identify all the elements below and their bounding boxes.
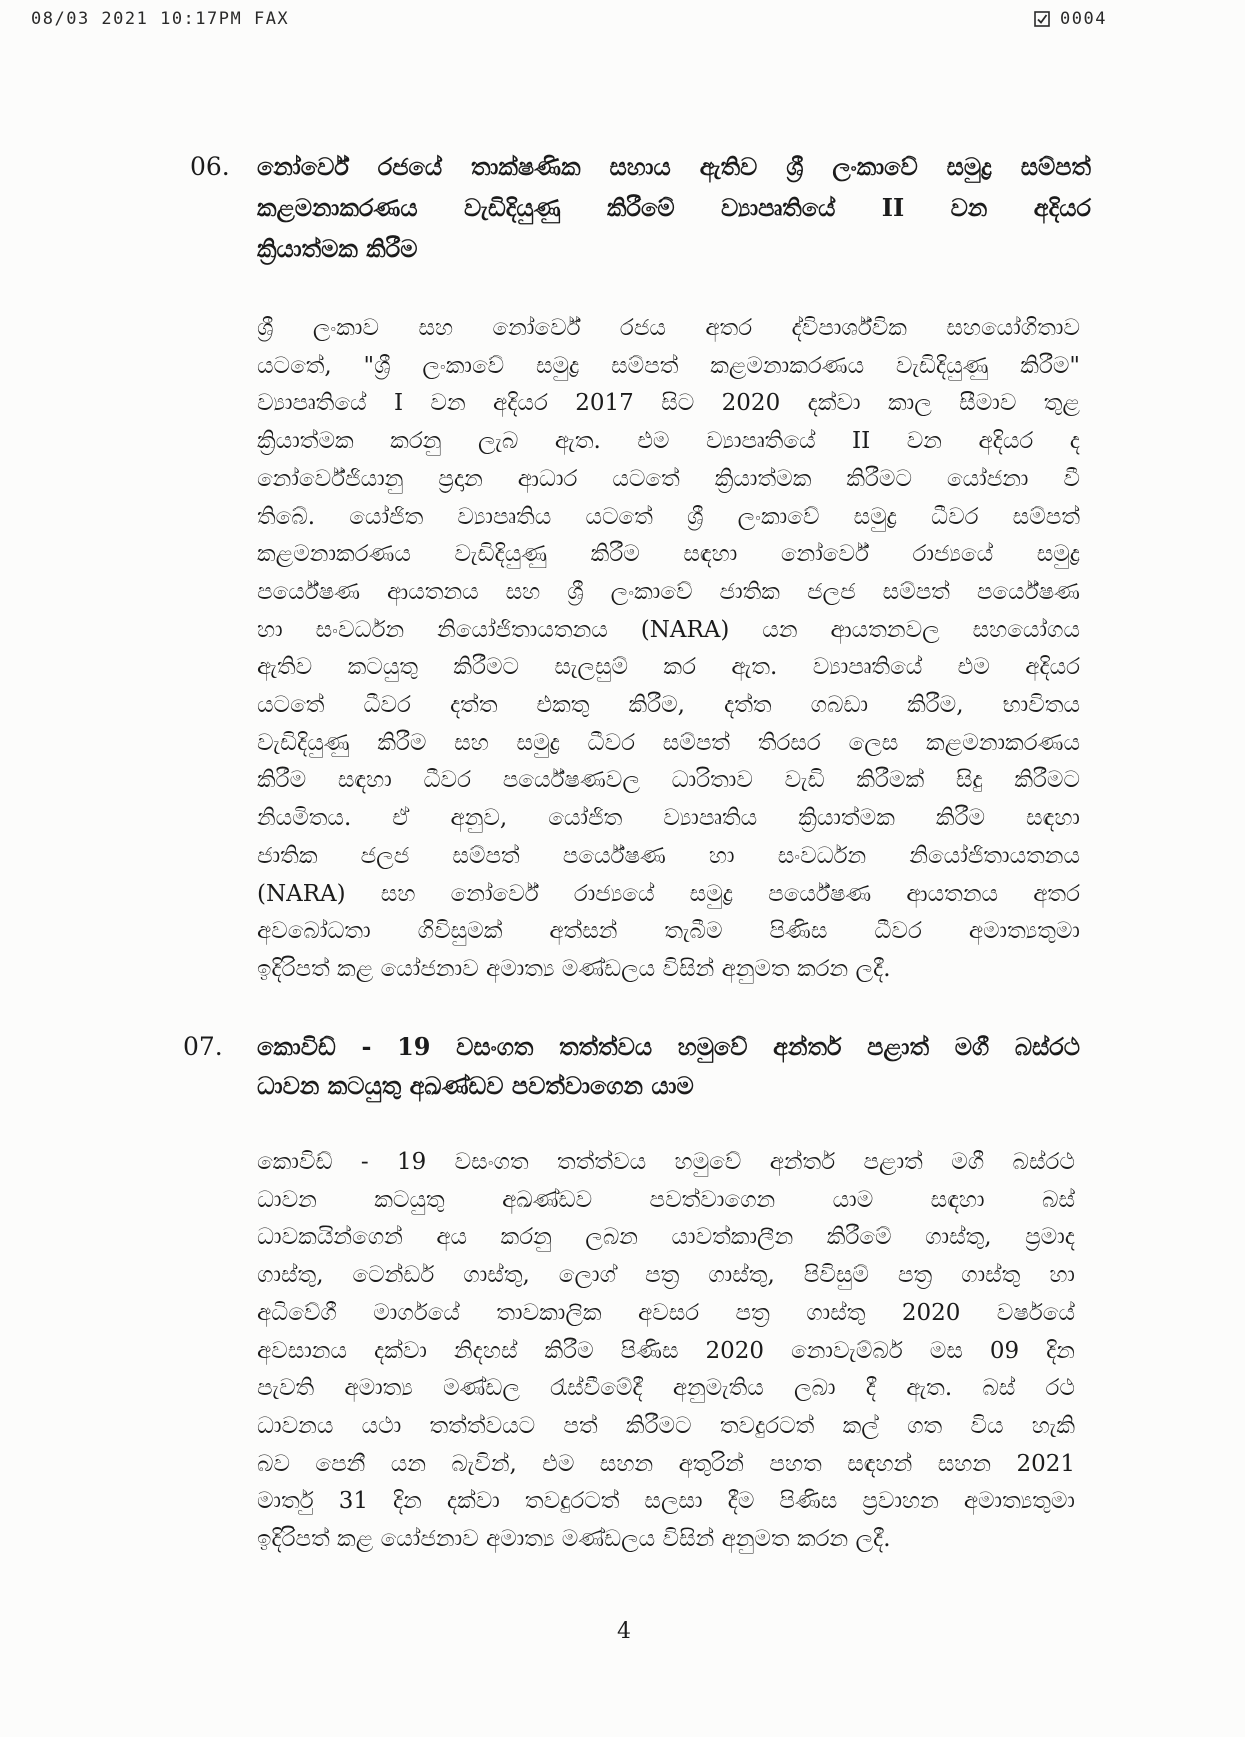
body-line: ක්‍රියාත්මක කරනු ලැබ ඇත. එම ව්‍යාපෘතියේ II වන අදියර ද <box>257 428 1080 455</box>
body-line: ධාවකයින්ගෙන් අය කරනු ලබන යාවත්කාලීන කිරීමේ ගාස්තු, ප්‍රමාද <box>257 1224 1075 1251</box>
fax-page-code: 0004 <box>1060 9 1107 29</box>
section-07-heading <box>257 1027 1080 1105</box>
section-07-body <box>257 1144 1075 1559</box>
body-line: බව පෙනී යන බැවින්, එම සහන අතුරින් පහත සඳහන් සහන 2021 <box>257 1450 1075 1477</box>
section-06-number: 06. <box>190 152 230 181</box>
body-line: වැඩිදියුණු කිරීම සහ සමුද්‍ර ධීවර සම්පත් තිරසර ලෙස කළමනාකරණය <box>257 729 1080 756</box>
heading-line: ක්‍රියාත්මක කිරීම <box>257 234 418 263</box>
body-line: ශ්‍රී ලංකාව සහ නෝර්වේ රජය අතර ද්විපාර්ශ්වික සහයෝගිතාව <box>257 315 1080 341</box>
body-line: ඉදිරිපත් කළ යෝජනාව අමාත්‍ය මණ්ඩලය විසින් අනුමත කරන ලදී. <box>257 1526 891 1553</box>
section-07-number: 07. <box>183 1032 223 1061</box>
body-line: නියමිතය. ඒ අනුව, යෝජිත ව්‍යාපෘතිය ක්‍රියාත්මක කිරීම සඳහා <box>257 805 1080 832</box>
body-line: අවසානය දක්වා නිදහස් කිරීම පිණිස 2020 නොවැම්බර් මස 09 දින <box>257 1337 1075 1364</box>
fax-header-page-code <box>1034 9 1107 29</box>
body-line: ධාවන කටයුතු අඛණ්ඩව පවත්වාගෙන යාම සඳහා බස් <box>257 1186 1075 1213</box>
body-line: මාර්තු 31 දින දක්වා තවදුරටත් සලසා දීම පිණිස ප්‍රවාහන අමාත්‍යතුමා <box>257 1488 1075 1515</box>
body-line: (NARA) සහ නෝර්වේ රාජ්‍යයේ සමුද්‍ර පර්යේෂණ ආයතනය අතර <box>257 880 1080 907</box>
body-line: යටතේ ධීවර දත්ත එකතු කිරීම, දත්ත ගබඩා කිරීම, භාවිතය <box>257 692 1080 719</box>
body-line: පර්යේෂණ ආයතනය සහ ශ්‍රී ලංකාවේ ජාතික ජලජ සම්පත් පර්යේෂණ <box>257 578 1080 605</box>
body-line: ගාස්තු, ටෙන්ඩර් ගාස්තු, ලොග් පත්‍ර ගාස්තු, පිවිසුම් පත්‍ර ගාස්තු හා <box>257 1262 1075 1289</box>
body-line: කොවිඩ් - 19 වසංගත තත්ත්වය හමුවේ අන්තර් පළාත් මගී බස්රථ <box>257 1149 1075 1175</box>
body-line: ධාවනය යථා තත්ත්වයට පත් කිරීමට තවදුරටත් කල් ගත විය හැකි <box>257 1412 1075 1439</box>
body-line: යටතේ, "ශ්‍රී ලංකාවේ සමුද්‍ර සම්පත් කළමනාකරණය වැඩිදියුණු කිරීම" <box>257 352 1080 379</box>
body-line: පැවති අමාත්‍ය මණ්ඩල රැස්වීමේදී අනුමැතිය ලබා දී ඇත. බස් රථ <box>257 1375 1075 1402</box>
heading-line: ධාවන කටයුතු අඛණ්ඩව පවත්වාගෙන යාම <box>257 1071 694 1100</box>
body-line: ඇතිව කටයුතු කිරීමට සැලසුම් කර ඇත. ව්‍යාපෘතියේ එම අදියර <box>257 654 1080 681</box>
body-line: ඉදිරිපත් කළ යෝජනාව අමාත්‍ය මණ්ඩලය විසින් අනුමත කරන ලදී. <box>257 955 891 982</box>
body-line: ව්‍යාපෘතියේ I වන අදියර 2017 සිට 2020 දක්වා කාල සීමාව තුළ <box>257 390 1080 417</box>
body-line: ජාතික ජලජ සම්පත් පර්යේෂණ හා සංවර්ධන නියෝජිතායතනය <box>257 842 1080 869</box>
section-06-heading <box>257 146 1091 269</box>
body-line: අධිවේගී මාර්ගයේ තාවකාලික අවසර පත්‍ර ගාස්තු 2020 වර්ෂයේ <box>257 1299 1075 1326</box>
body-line: අවබෝධතා ගිවිසුමක් අත්සන් තැබීම පිණිස ධීවර අමාත්‍යතුමා <box>257 918 1080 945</box>
page-number: 4 <box>617 1619 631 1644</box>
heading-line: කළමනාකරණය වැඩිදියුණු කිරීමේ ව්‍යාපෘතියේ II වන අදියර <box>257 193 1091 222</box>
fax-checkbox-icon <box>1034 11 1050 27</box>
section-06-body <box>257 310 1080 989</box>
body-line: කළමනාකරණය වැඩිදියුණු කිරීම සඳහා නෝර්වේ රාජ්‍යයේ සමුද්‍ර <box>257 541 1080 568</box>
heading-line: නෝර්වේ රජයේ තාක්ෂණික සහාය ඇතිව ශ්‍රී ලංකාවේ සමුද්‍ර සම්පත් <box>257 152 1091 181</box>
body-line: තිබේ. යෝජිත ව්‍යාපෘතිය යටතේ ශ්‍රී ලංකාවේ සමුද්‍ර ධීවර සම්පත් <box>257 503 1080 530</box>
body-line: නෝර්වේජියානු ප්‍රදාන ආධාර යටතේ ක්‍රියාත්මක කිරීමට යෝජනා වී <box>257 465 1080 492</box>
body-line: කිරීම සඳහා ධීවර පර්යේෂණවල ධාරිතාව වැඩි කිරීමක් සිදු කිරීමට <box>257 767 1080 794</box>
fax-header-timestamp: 08/03 2021 10:17PM FAX <box>31 9 290 29</box>
body-line: හා සංවර්ධන නියෝජිතායතනය (NARA) යන ආයතනවල සහයෝගය <box>257 616 1080 643</box>
heading-line: කොවිඩ් - 19 වසංගත තත්ත්වය හමුවේ අන්තර් පළාත් මගී බස්රථ <box>257 1032 1080 1061</box>
